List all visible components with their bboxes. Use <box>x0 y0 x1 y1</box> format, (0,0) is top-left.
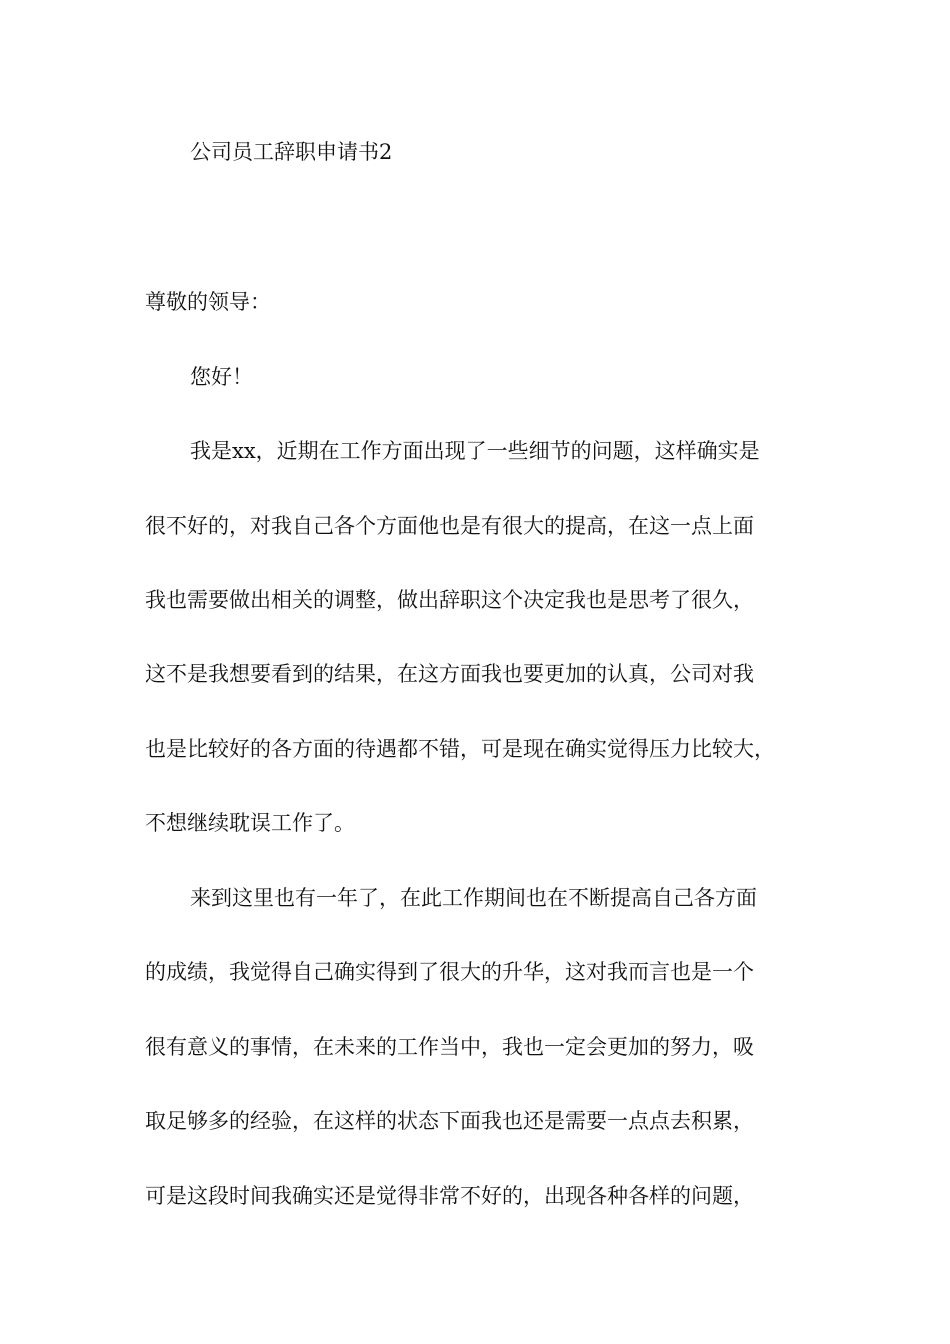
body-line: 也是比较好的各方面的待遇都不错，可是现在确实觉得压力比较大， <box>145 737 775 761</box>
body-line: 我是xx，近期在工作方面出现了一些细节的问题，这样确实是 <box>190 439 760 463</box>
body-line: 很有意义的事情，在未来的工作当中，我也一定会更加的努力，吸 <box>145 1035 754 1059</box>
greeting: 您好！ <box>190 365 253 389</box>
body-line: 这不是我想要看到的结果，在这方面我也要更加的认真，公司对我 <box>145 662 754 686</box>
body-line: 可是这段时间我确实还是觉得非常不好的，出现各种各样的问题， <box>145 1184 754 1208</box>
body-line: 的成绩，我觉得自己确实得到了很大的升华，这对我而言也是一个 <box>145 960 754 984</box>
body-line: 取足够多的经验，在这样的状态下面我也还是需要一点点去积累， <box>145 1109 754 1133</box>
salutation: 尊敬的领导： <box>145 290 271 314</box>
body-line: 我也需要做出相关的调整，做出辞职这个决定我也是思考了很久， <box>145 588 754 612</box>
document-title: 公司员工辞职申请书2 <box>190 140 393 164</box>
body-line: 来到这里也有一年了，在此工作期间也在不断提高自己各方面 <box>190 886 757 910</box>
body-line: 不想继续耽误工作了。 <box>145 811 355 835</box>
body-line: 很不好的，对我自己各个方面他也是有很大的提高，在这一点上面 <box>145 514 754 538</box>
